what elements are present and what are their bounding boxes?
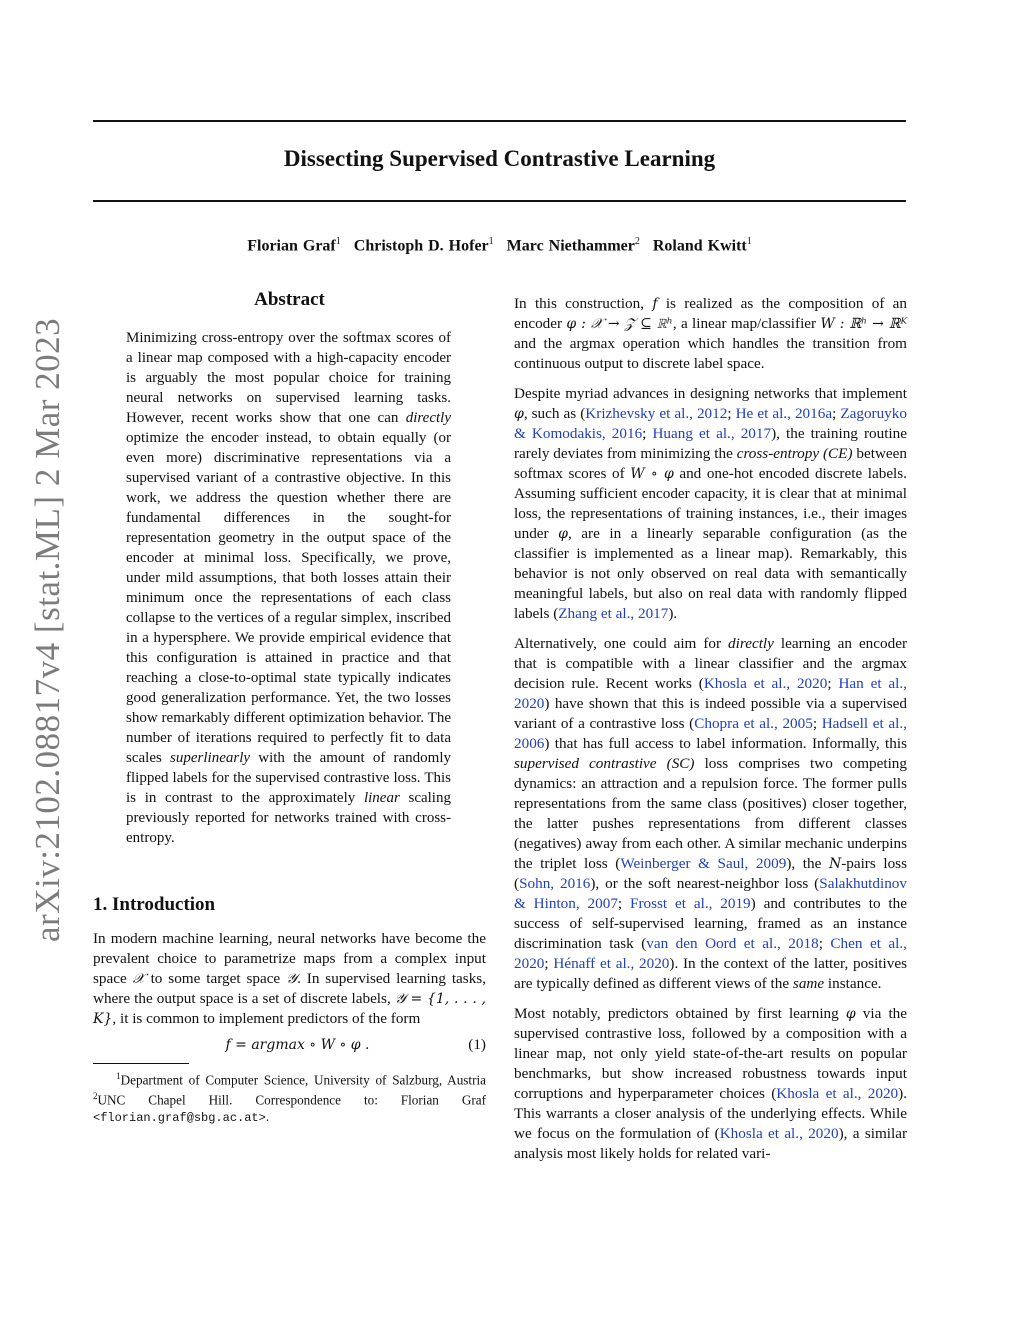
abstract-text: Minimizing cross-entropy over the softmax scores of a linear map composed with a high-capacity encoder is arguably the most popular choice for training neural networks on supervised learning tasks. However, recent works show that one can directly optimize the encoder instead, to obtain equally (or even more) discriminative representations via a supervised variant of a contrastive objective. In this work, we address the question whether there are fundamental differences in the sought-for representation geometry in the output space of the encoder at minimal loss. Specifically, we prove, under mild assumptions, that both losses attain their minimum once the representations of each class collapse to the vertices of a regular simplex, inscribed in a hypersphere. We provide empirical evidence that this configuration is attained in practice and that reaching a close-to-optimal state typically indicates good generalization performance. Yet, the two losses show remarkably different optimization behavior. The number of iterations required to perfectly fit to data scales superlinearly with the amount of randomly flipped labels for the supervised contrastive loss. This is in contrast to the approximately linear scaling previously reported for networks trained with cross-entropy. — [126, 330, 452, 846]
author-affiliation: 1 — [488, 236, 494, 247]
section-heading-introduction: 1. Introduction — [93, 894, 216, 915]
equation-number: (1) — [468, 1036, 486, 1053]
citation-link[interactable]: Frosst et al., 2019 — [630, 895, 751, 912]
citation-link[interactable]: Huang et al., 2017 — [652, 425, 772, 442]
left-column — [93, 290, 486, 1126]
citation-link[interactable]: Chen et al., 2020 — [514, 935, 907, 972]
right-column — [514, 294, 907, 1174]
citation-link[interactable]: Weinberger & Saul, 2009 — [620, 855, 787, 872]
citation-link[interactable]: Hadsell et al., 2006 — [514, 715, 907, 752]
footnote-rule — [93, 1063, 189, 1064]
author-affiliation: 1 — [746, 236, 752, 247]
author-name: Florian Graf — [247, 237, 336, 255]
email-link[interactable]: <florian.graf@sbg.ac.at> — [93, 1110, 266, 1125]
author-name: Marc Niethammer — [506, 237, 635, 255]
author-name: Christoph D. Hofer — [353, 237, 489, 255]
equation-1: f = argmax ∘ W ∘ φ . (1) — [225, 1036, 486, 1053]
arxiv-side-label: arXiv:2102.08817v4 [stat.ML] 2 Mar 2023 — [28, 317, 67, 942]
citation-link[interactable]: He et al., 2016a — [735, 405, 833, 422]
citation-link[interactable]: Zagoruyko & Komodakis, 2016 — [514, 405, 907, 442]
citation-link[interactable]: Salakhutdinov & Hinton, 2007 — [514, 875, 907, 912]
intro-paragraph: In modern machine learning, neural networks have become the prevalent choice to parametrize maps from a complex input space 𝒳 to some target space 𝒴. In supervised learning tasks, where the output space is a set of discrete labels, 𝒴 = {1, . . . , K}, it is common to implement predictors of the form — [93, 930, 486, 1027]
body-paragraph: In this construction, f is realized as the composition of an encoder φ : 𝒳 → 𝒵 ⊆ ℝʰ, a linear map/classifier W : ℝʰ → ℝᴷ and the argmax operation which handles the transition from continuous output to discrete label space. — [514, 295, 908, 372]
title-rule-bottom — [93, 200, 906, 202]
citation-link[interactable]: Khosla et al., 2020 — [776, 1085, 899, 1102]
author-affiliation: 2 — [634, 236, 640, 247]
body-paragraph: Despite myriad advances in designing networks that implement φ, such as (Krizhevsky et al., 2012; He et al., 2016a; Zagoruyko & Komodakis, 2016; Huang et al., 2017), the training routine rarely deviates from minimizing the cross-entropy (CE) between softmax scores of W ∘ φ and one-hot encoded discrete labels. Assuming sufficient encoder capacity, it is clear that at minimal loss, the representations of training instances, i.e., their images under φ, are in a linearly separable configuration (as the classifier is implemented as a linear map). Remarkably, this behavior is not only observed on real data with semantically meaningful labels, but also on real data with randomly flipped labels (Zhang et al., 2017). — [514, 385, 907, 622]
body-paragraph: Most notably, predictors obtained by first learning φ via the supervised contrastive loss, followed by a composition with a linear map, not only yield state-of-the-art results on popular benchmarks, but show increased robustness towards input corruptions and hyperparameter choices (Khosla et al., 2020). This warrants a closer analysis of the underlying effects. While we focus on the formulation of (Khosla et al., 2020), a similar analysis most likely holds for related vari- — [514, 1005, 907, 1162]
footnote: $^1$Department of Computer Science, University of Salzburg, Austria $^2$UNC Chapel Hill. Correspondence to: Florian Graf <florian.graf@sbg.ac.at>. — [93, 1071, 487, 1125]
author-list — [93, 236, 906, 255]
citation-link[interactable]: Hénaff et al., 2020 — [553, 955, 670, 972]
citation-link[interactable]: Chopra et al., 2005 — [694, 715, 813, 732]
citation-link[interactable]: Sohn, 2016 — [519, 875, 591, 892]
citation-link[interactable]: van den Oord et al., 2018 — [646, 935, 819, 952]
citation-link[interactable]: Krizhevsky et al., 2012 — [585, 405, 728, 422]
body-paragraph: Alternatively, one could aim for directly learning an encoder that is compatible with a linear classifier and the argmax decision rule. Recent works (Khosla et al., 2020; Han et al., 2020) have shown that this is indeed possible via a supervised variant of a contrastive loss (Chopra et al., 2005; Hadsell et al., 2006) that has full access to label information. Informally, this supervised contrastive (SC) loss comprises two competing dynamics: an attraction and a repulsion force. The former pulls representations from the same class (positives) closer together, the latter pushes representations from different classes (negatives) away from each other. A similar mechanic underpins the triplet loss (Weinberger & Saul, 2009), the N-pairs loss (Sohn, 2016), or the soft nearest-neighbor loss (Salakhutdinov & Hinton, 2007; Frosst et al., 2019) and contributes to the success of self-supervised learning, framed as an instance discrimination task (van den Oord et al., 2018; Chen et al., 2020; Hénaff et al., 2020). In the context of the latter, positives are typically defined as different views of the same instance. — [514, 635, 908, 992]
title-rule-top — [93, 120, 906, 122]
author-affiliation: 1 — [335, 236, 341, 247]
citation-link[interactable]: Khosla et al., 2020 — [703, 675, 828, 692]
citation-link[interactable]: Zhang et al., 2017 — [558, 605, 669, 622]
abstract-heading: Abstract — [254, 289, 325, 310]
citation-link[interactable]: Han et al., 2020 — [514, 675, 907, 712]
citation-link[interactable]: Khosla et al., 2020 — [719, 1125, 839, 1142]
paper-title: Dissecting Supervised Contrastive Learning — [283, 146, 716, 171]
author-name: Roland Kwitt — [652, 237, 747, 255]
